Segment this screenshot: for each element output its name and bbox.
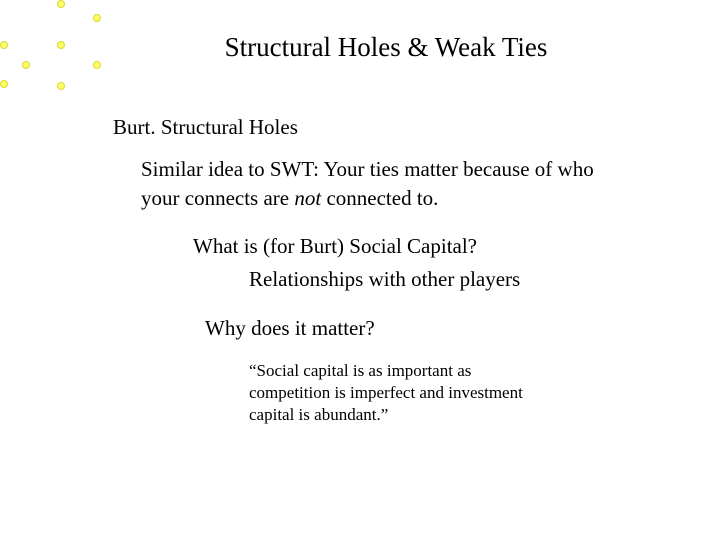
answer-social-capital: Relationships with other players — [249, 267, 521, 291]
yellow-dot-icon — [93, 14, 101, 22]
emphasis-not: not — [294, 186, 322, 210]
yellow-dot-icon — [57, 82, 65, 90]
slide-title: Structural Holes & Weak Ties — [224, 32, 548, 62]
quote-line-1: “Social capital is as important as — [249, 361, 472, 380]
burt-quote — [249, 360, 523, 426]
yellow-dot-icon — [57, 0, 65, 8]
question-why-matter: Why does it matter? — [205, 316, 375, 340]
quote-line-3: capital is abundant.” — [249, 405, 389, 424]
paragraph-line-2 — [141, 184, 594, 213]
question-social-capital: What is (for Burt) Social Capital? — [193, 234, 478, 258]
paragraph-line-1: Similar idea to SWT: Your ties matter because of who — [141, 157, 594, 181]
paragraph-line-2-start: your connects are — [141, 186, 295, 210]
intro-paragraph — [141, 155, 594, 213]
yellow-dot-icon — [0, 80, 8, 88]
quote-line-2: competition is imperfect and investment — [249, 383, 523, 402]
section-heading: Burt. Structural Holes — [113, 115, 298, 139]
paragraph-line-2-end: connected to. — [321, 186, 439, 210]
